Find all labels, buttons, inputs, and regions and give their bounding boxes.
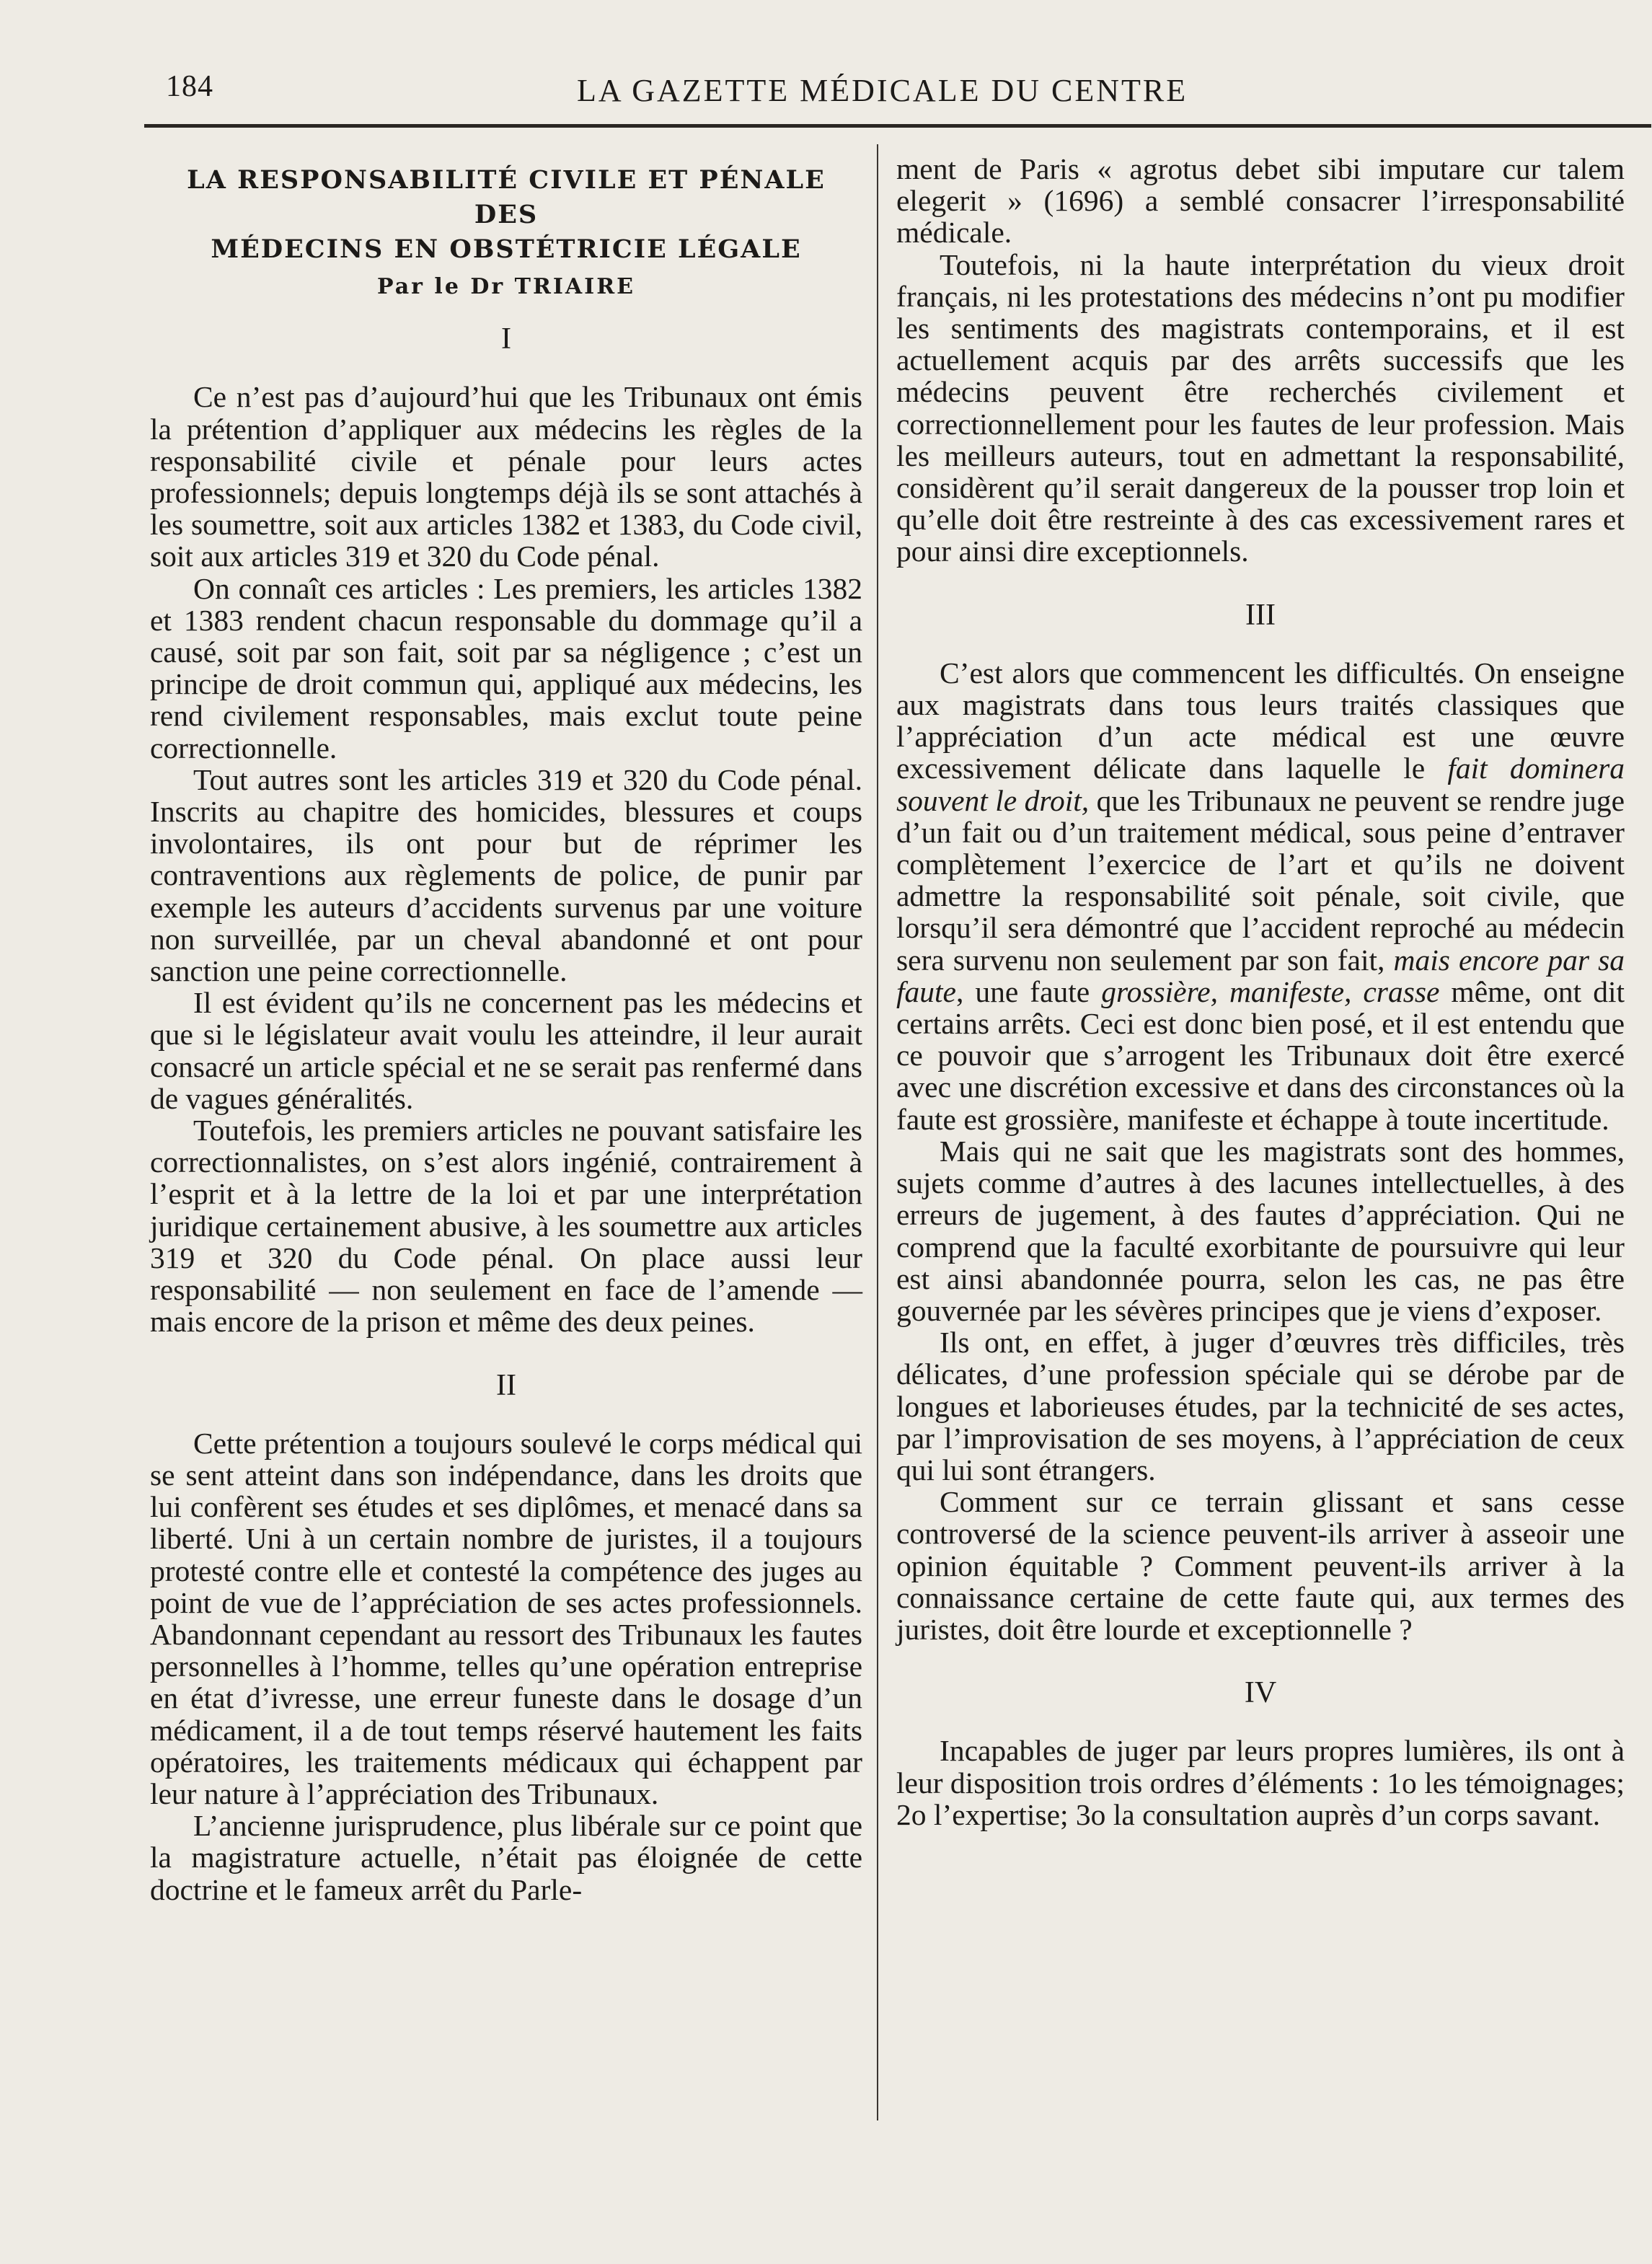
header-rule bbox=[144, 124, 1651, 128]
section-heading-2: II bbox=[496, 1368, 516, 1402]
left-column bbox=[150, 151, 862, 1906]
text-run: que les Tribunaux ne peuvent se rendre juge d’un fait ou d’un traitement médical, sous peine d’entraver complètement l’exercice de l’art et qu’ils ne doivent admettre la responsabilité soit pénale, soit civile, que lorsqu’il sera démontré que l’accident reproché au médecin sera survenu non seulement par son fait, bbox=[896, 783, 1625, 977]
section-heading-4: IV bbox=[1244, 1676, 1277, 1710]
article-title-line-1: LA RESPONSABILITÉ CIVILE ET PÉNALE DES bbox=[187, 165, 826, 229]
section-heading-1: I bbox=[501, 322, 511, 356]
paragraph: Ils ont, en effet, à juger d’œuvres très difficiles, très délicates, d’une profession spéciale qui se dérobe par de longues et laborieuses études, par la technicité de ses actes, par l’improvisation de ses moyens, à l’appréciation de ceux qui lui sont étrangers. bbox=[896, 1326, 1625, 1486]
paragraph: L’ancienne jurisprudence, plus libérale sur ce point que la magistrature actuelle, n’était pas éloignée de cette doctrine et le fameux arrêt du Parle- bbox=[150, 1809, 862, 1906]
paragraph: Toutefois, ni la haute interprétation du vieux droit français, ni les protestations des médecins n’ont pu modifier les sentiments des magistrats contemporains, et il est actuellement acquis par des arrêts successifs que les médecins peuvent être recherchés civilement et correctionnellement pour les fautes de leur profession. Mais les meilleurs auteurs, tout en admettant la responsabilité, considèrent qu’il serait dangereux de la pousser trop loin et qu’elle doit être restreinte à des cas excessivement rares et pour ainsi dire exceptionnels. bbox=[896, 247, 1625, 568]
article-byline: Par le Dr TRIAIRE bbox=[376, 274, 636, 299]
page-number: 184 bbox=[166, 70, 213, 103]
paragraph: Tout autres sont les articles 319 et 320 du Code pénal. Inscrits au chapitre des homicides, blessures et coups involontaires, ils ont pour but de réprimer les contraventions aux règlements de police, de punir par exemple les auteurs d’accidents survenus par une voiture non surveillée, par un cheval abandonné et ont pour sanction une peine correctionnelle. bbox=[150, 762, 862, 988]
paragraph: Comment sur ce terrain glissant et sans cesse controversé de la science peuvent-ils arriver à asseoir une opinion équitable ? Comment peuvent-ils arriver à la connaissance certaine de cette faute qui, aux termes des juristes, doit être lourde et exceptionnelle ? bbox=[896, 1485, 1625, 1646]
paragraph: Ce n’est pas d’aujourd’hui que les Tribunaux ont émis la prétention d’appliquer aux médecins les règles de la responsabilité civile et pénale pour leurs actes professionnels; depuis longtemps déjà ils se sont attachés à les soumettre, soit aux articles 1382 et 1383, du Code civil, soit aux articles 319 et 320 du Code pénal. bbox=[150, 380, 862, 573]
paragraph: Mais qui ne sait que les magistrats sont des hommes, sujets comme d’autres à des lacunes intellectuelles, à des erreurs de jugement, à des fautes d’appréciation. Qui ne comprend que la faculté exorbitante de poursuivre qui leur est ainsi abandonnée pourra, selon les cas, ne pas être gouvernée par les sévères principes que je viens d’exposer. bbox=[896, 1134, 1625, 1327]
section-heading-3: III bbox=[1245, 598, 1276, 632]
right-column bbox=[896, 153, 1625, 1831]
paragraph bbox=[896, 657, 1625, 1135]
text-run: , une faute bbox=[955, 974, 1102, 1008]
text-run: C’est alors que commencent les difficultés. On enseigne aux magistrats dans tous leurs traités classiques que l’appréciation d’un acte médical est une œuvre excessivement délicate dans laquelle le bbox=[896, 656, 1625, 785]
italic-run: mais encore par sa faute bbox=[896, 943, 1625, 1008]
page-header bbox=[144, 69, 1615, 120]
italic-run: grossière, manifeste, crasse bbox=[1101, 974, 1440, 1008]
italic-run: fait dominera souvent le droit, bbox=[896, 752, 1625, 817]
article-title bbox=[150, 163, 862, 267]
paragraph: On connaît ces articles : Les premiers, les articles 1382 et 1383 rendent chacun responsable du dommage qu’il a causé, soit par son fait, soit par sa négligence ; c’est un principe de droit commun qui, appliqué aux médecins, les rend civilement responsables, mais exclut toute peine correctionnelle. bbox=[150, 571, 862, 765]
journal-title: LA GAZETTE MÉDICALE DU CENTRE bbox=[577, 73, 1188, 108]
paragraph: Incapables de juger par leurs propres lumières, ils ont à leur disposition trois ordres d’éléments : 1o les témoignages; 2o l’expertise; 3o la consultation auprès d’un corps savant. bbox=[896, 1734, 1625, 1831]
paragraph-continued: ment de Paris « agrotus debet sibi imputare cur talem elegerit » (1696) a semblé consacrer l’irresponsabilité médicale. bbox=[896, 152, 1625, 250]
paragraph: Il est évident qu’ils ne concernent pas les médecins et que si le législateur avait voulu les atteindre, il leur aurait consacré un article spécial et ne se serait pas renfermé dans de vagues généralités. bbox=[150, 986, 862, 1115]
column-divider bbox=[877, 144, 878, 2120]
paragraph: Cette prétention a toujours soulevé le corps médical qui se sent atteint dans son indépendance, dans les droits que lui confèrent ses études et ses diplômes, et menacé dans sa liberté. Uni à un certain nombre de juristes, il a toujours protesté contre elle et contesté la compétence des juges au point de vue de l’appréciation de ses actes professionnels. Abandonnant cependant au ressort des Tribunaux les fautes personnelles à l’homme, telles qu’une opération entreprise en état d’ivresse, une erreur funeste dans le dosage d’un médicament, il a de tout temps réservé hautement les faits opératoires, les traitements médicaux qui échappent par leur nature à l’appréciation des Tribunaux. bbox=[150, 1426, 862, 1810]
paragraph: Toutefois, les premiers articles ne pouvant satisfaire les correctionnalistes, on s’est alors ingénié, contrairement à l’esprit et à la lettre de la loi et par une interprétation juridique certainement abusive, à les soumettre aux articles 319 et 320 du Code pénal. On place aussi leur responsabilité — non seulement en face de l’amende — mais encore de la prison et même des deux peines. bbox=[150, 1114, 862, 1339]
text-run: même, ont dit certains arrêts. Ceci est donc bien posé, et il est entendu que ce pouvoir que s’arrogent les Tribunaux doit être exercé avec une discrétion excessive et dans des circonstances où la faute est grossière, manifeste et échappe à toute incertitude. bbox=[896, 974, 1625, 1136]
article-title-line-2: MÉDECINS EN OBSTÉTRICIE LÉGALE bbox=[211, 234, 802, 264]
